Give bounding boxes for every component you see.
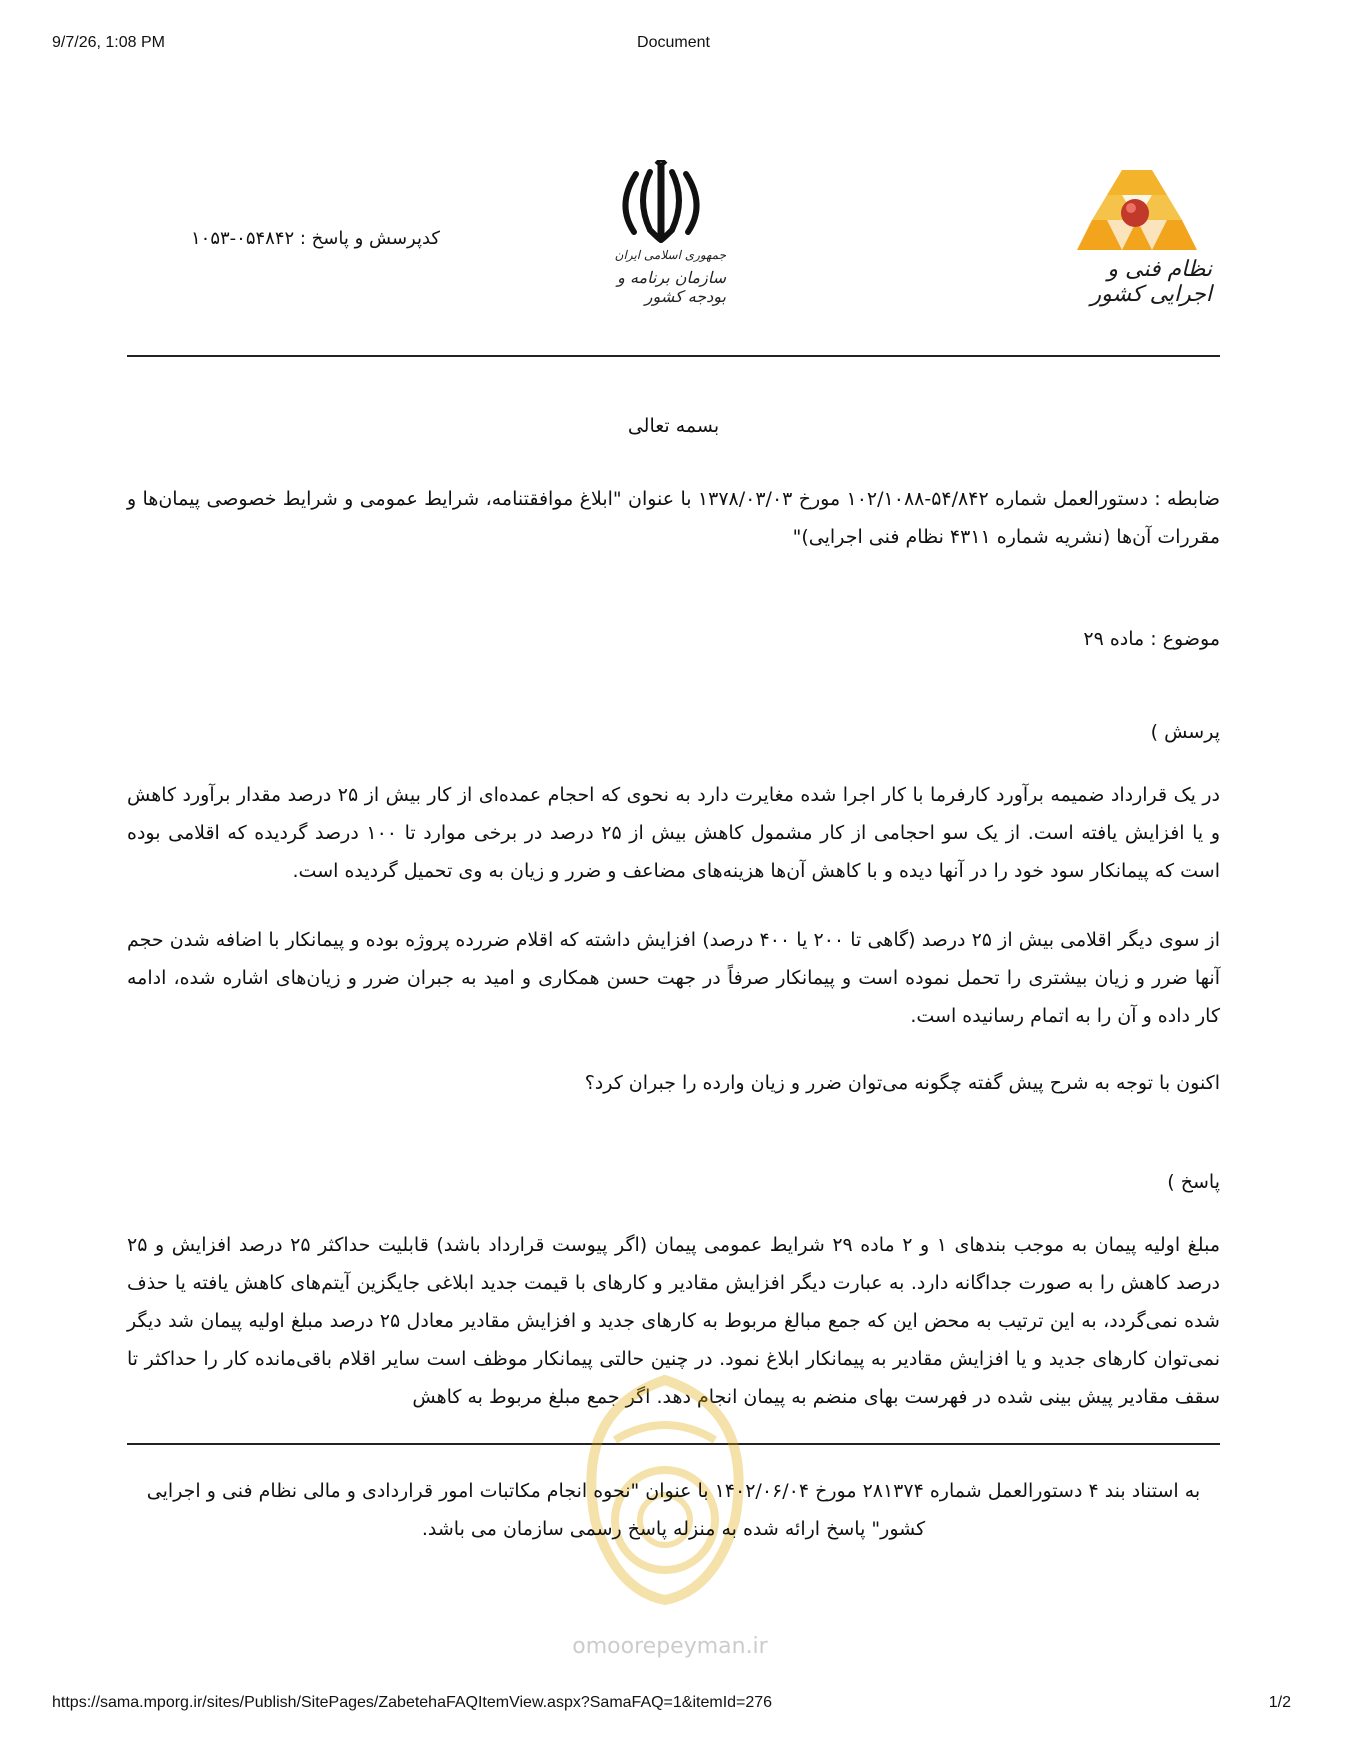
pyramid-logo-icon — [1062, 165, 1212, 260]
emblem-caption-1: جمهوری اسلامی ایران — [614, 248, 726, 262]
header-divider — [127, 355, 1220, 357]
iran-emblem-icon — [606, 160, 716, 250]
question-code: کدپرسش و پاسخ : ۰۵۴۸۴۲-۱۰۵۳ — [190, 228, 440, 249]
question-label: پرسش ) — [1150, 721, 1220, 743]
official-response-note: به استناد بند ۴ دستورالعمل شماره ۲۸۱۳۷۴ مورخ ۱۴۰۲/۰۶/۰۴ با عنوان "نحوه انجام مکاتبات امور قراردادی و مالی نظام فنی و اجرایی کشور" پاسخ ارائه شده به منزله پاسخ رسمی سازمان می باشد. — [146, 1480, 1201, 1540]
nezam-fanni-logo-text: نظام فنی و اجرایی کشور — [1090, 257, 1212, 307]
answer-paragraph-1: مبلغ اولیه پیمان به موجب بندهای ۱ و ۲ ماده ۲۹ شرایط عمومی پیمان (اگر پیوست قرارداد باشد) قابلیت حداکثر ۲۵ درصد افزایش و ۲۵ درصد کاهش را به صورت جداگانه دارد. به عبارت دیگر افزایش مقادیر و کارهای با قیمت جدید ابلاغی جایگزین آیتم‌های کاهش یافته یا حذف شده نمی‌گردد، به این ترتیب به محض این که جمع مبالغ مربوط به کارهای جدید و افزایش مقادیر معادل ۲۵ درصد مبلغ اولیه پیمان شد دیگر نمی‌توان کارهای جدید و یا افزایش مقادیر به پیمانکار ابلاغ نمود. در چنین حالتی پیمانکار موظف است سایر اقلام باقی‌مانده کار را حداکثر تا سقف مقادیر پیش بینی شده در فهرست بهای منضم به پیمان انجام دهد. اگر جمع مبلغ مربوط به کاهش — [127, 1234, 1220, 1408]
nezam-fanni-logo — [1062, 165, 1212, 307]
subject-line: موضوع : ماده ۲۹ — [1083, 628, 1220, 650]
print-page-number: 1/2 — [1268, 1694, 1291, 1711]
question-paragraph-3: اکنون با توجه به شرح پیش گفته چگونه می‌توان ضرر و زیان وارده را جبران کرد؟ — [584, 1072, 1220, 1094]
answer-label: پاسخ ) — [1167, 1171, 1220, 1193]
iran-emblem — [606, 160, 756, 310]
emblem-caption-2: سازمان برنامه و بودجه کشور — [617, 268, 726, 306]
print-date: 9/7/26, 1:08 PM — [52, 34, 165, 51]
print-url: https://sama.mporg.ir/sites/Publish/SitePages/ZabetehaFAQItemView.aspx?SamaFAQ=1&itemId=276 — [52, 1694, 773, 1711]
footer-divider — [127, 1443, 1220, 1445]
question-paragraph-2: از سوی دیگر اقلامی بیش از ۲۵ درصد (گاهی تا ۲۰۰ یا ۴۰۰ درصد) افزایش داشته که اقلام ضررده پروژه بوده و پیمانکار با اضافه شدن حجم آنها ضرر و زیان بیشتری را تحمل نموده است و پیمانکار صرفاً در جهت حسن همکاری و امید به جبران ضرر و زیان‌های اشاره شده، ادامه کار داده و آن را به اتمام رسانیده است. — [127, 929, 1221, 1027]
basmala: بسمه تعالی — [627, 415, 720, 437]
print-title: Document — [637, 34, 710, 51]
watermark-site: omoorepeyman.ir — [572, 1634, 768, 1659]
regulation-reference: ضابطه : دستورالعمل شماره ۵۴/۸۴۲-۱۰۲/۱۰۸۸ مورخ ۱۳۷۸/۰۳/۰۳ با عنوان "ابلاغ موافقتنامه، شرایط عمومی و شرایط خصوصی پیمان‌ها و مقررات آن‌ها (نشریه شماره ۴۳۱۱ نظام فنی اجرایی)" — [127, 488, 1221, 548]
question-paragraph-1: در یک قرارداد ضمیمه برآورد کارفرما با کار اجرا شده مغایرت دارد به نحوی که احجام عمده‌ای از کار بیش از ۲۵ درصد مقدار برآورد کاهش و یا افزایش یافته است. از یک سو احجامی از کار مشمول کاهش بیش از ۲۵ درصد در برخی موارد تا ۱۰۰ درصد گردیده که اقلامی بوده است که پیمانکار سود خود را در آنها دیده و با کاهش آن‌ها هزینه‌های مضاعف و ضرر و زیان به وی تحمیل گردیده است. — [127, 784, 1220, 882]
